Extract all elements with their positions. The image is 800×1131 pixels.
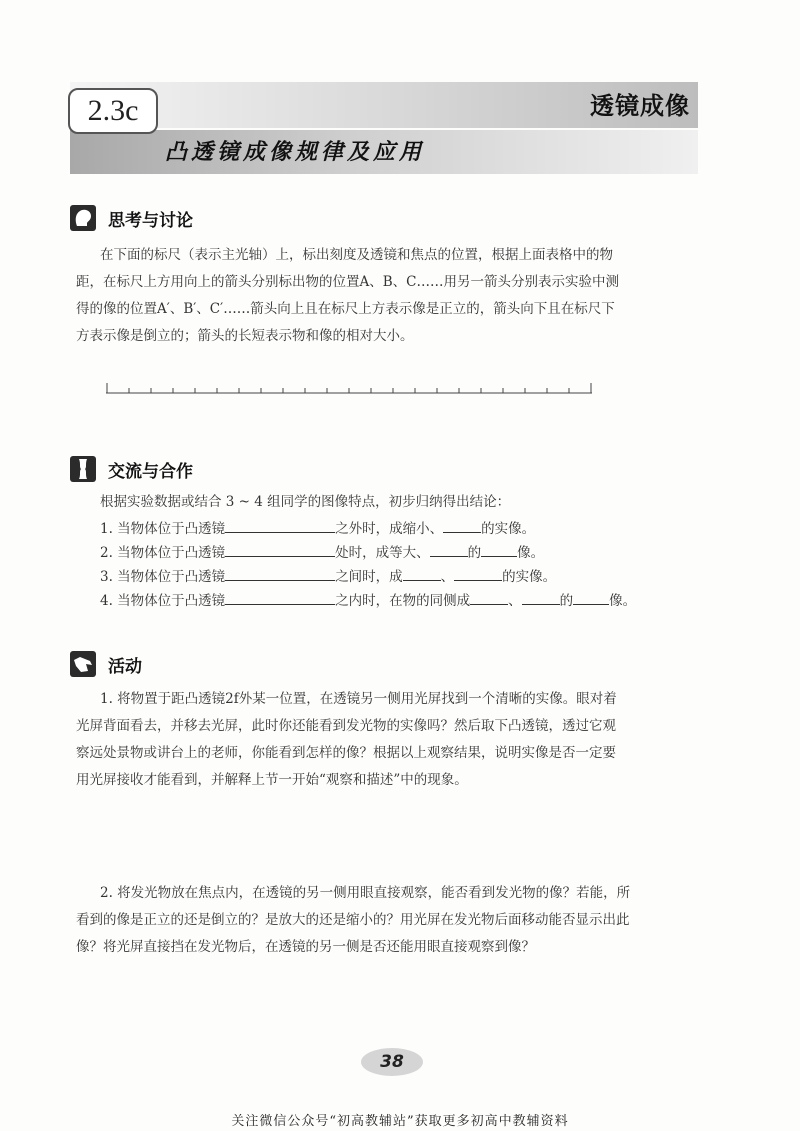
activity-line: 像？将光屏直接挡在发光物后，在透镜的另一侧是否还能用眼直接观察到像？ — [76, 939, 535, 955]
list-item — [100, 589, 636, 613]
item-text: 像。 — [609, 593, 637, 609]
fill-blank[interactable] — [225, 565, 335, 581]
section-subtitle: 凸透镜成像规律及应用 — [165, 140, 426, 165]
activity-line: 看到的像是正立的还是倒立的？是放大的还是缩小的？用光屏在发光物后面移动能否显示出此 — [76, 912, 630, 928]
fill-blank[interactable] — [481, 541, 517, 557]
conclusion-list — [100, 517, 636, 613]
activity-title: 活动 — [108, 656, 142, 677]
list-item — [100, 565, 636, 589]
item-text: 处时，成等大、 — [335, 545, 430, 561]
item-text: 的 — [559, 593, 574, 609]
fill-blank[interactable] — [403, 565, 441, 581]
activity-paragraph-1 — [76, 686, 617, 794]
discuss-line: 在下面的标尺（表示主光轴）上，标出刻度及透镜和焦点的位置，根据上面表格中的物 — [100, 247, 613, 263]
fill-blank[interactable] — [225, 589, 335, 605]
item-text: 之内时，在物的同侧成 — [335, 593, 471, 609]
item-text: 、 — [440, 569, 455, 585]
discuss-title: 思考与讨论 — [108, 210, 193, 231]
fill-blank[interactable] — [470, 589, 508, 605]
discuss-line: 得的像的位置A′、B′、C′……箭头向上且在标尺上方表示像是正立的，箭头向下且在标尺下 — [76, 301, 615, 317]
activity-line: 1. 将物置于距凸透镜2f外某一位置，在透镜另一侧用光屏找到一个清晰的实像。眼对着 — [100, 691, 617, 707]
discuss-paragraph — [76, 242, 619, 350]
activity-paragraph-2 — [76, 880, 631, 961]
discuss-line: 距，在标尺上方用向上的箭头分别标出物的位置A、B、C……用另一箭头分别表示实验中测 — [76, 274, 619, 290]
exchange-intro: 根据实验数据或结合 3 ~ 4 组同学的图像特点，初步归纳得出结论： — [100, 494, 511, 510]
item-text: 的实像。 — [481, 521, 536, 537]
item-text: 的 — [467, 545, 482, 561]
item-text: 的实像。 — [502, 569, 557, 585]
page-number: 38 — [361, 1048, 423, 1076]
list-item — [100, 541, 636, 565]
list-item — [100, 517, 636, 541]
item-text: 像。 — [517, 545, 545, 561]
faces-vase-icon — [70, 456, 96, 482]
item-text: 、 — [508, 593, 522, 609]
item-text: 2. 当物体位于凸透镜 — [100, 545, 226, 561]
fill-blank[interactable] — [225, 541, 335, 557]
exchange-title: 交流与合作 — [108, 461, 193, 482]
item-text: 之间时，成 — [335, 569, 403, 585]
activity-line: 用光屏接收才能看到，并解释上节一开始“观察和描述”中的现象。 — [76, 772, 468, 788]
section-code: 2.3c — [68, 88, 158, 134]
item-text: 1. 当物体位于凸透镜 — [100, 521, 226, 537]
fill-blank[interactable] — [454, 565, 502, 581]
thinking-head-icon — [70, 205, 96, 231]
discuss-line: 方表示像是倒立的；箭头的长短表示物和像的相对大小。 — [76, 328, 414, 344]
fill-blank[interactable] — [430, 541, 468, 557]
item-text: 4. 当物体位于凸透镜 — [100, 593, 226, 609]
discuss-heading — [70, 205, 193, 231]
fill-blank[interactable] — [443, 517, 481, 533]
activity-line: 察远处景物或讲台上的老师，你能看到怎样的像？根据以上观察结果，说明实像是否一定要 — [76, 745, 616, 761]
activity-line: 2. 将发光物放在焦点内，在透镜的另一侧用眼直接观察，能否看到发光物的像？若能，所 — [100, 885, 631, 901]
fill-blank[interactable] — [522, 589, 560, 605]
optical-axis-ruler[interactable] — [106, 375, 592, 397]
activity-heading — [70, 651, 142, 677]
activity-line: 光屏背面看去，并移去光屏，此时你还能看到发光物的实像吗？然后取下凸透镜，透过它观 — [76, 718, 616, 734]
fill-blank[interactable] — [225, 517, 335, 533]
item-text: 之外时，成缩小、 — [335, 521, 444, 537]
exchange-heading — [70, 456, 193, 482]
hand-icon — [70, 651, 96, 677]
fill-blank[interactable] — [573, 589, 609, 605]
item-text: 3. 当物体位于凸透镜 — [100, 569, 226, 585]
footer-note: 关注微信公众号“初高教辅站”获取更多初高中教辅资料 — [231, 1114, 569, 1129]
chapter-title: 透镜成像 — [590, 92, 690, 120]
